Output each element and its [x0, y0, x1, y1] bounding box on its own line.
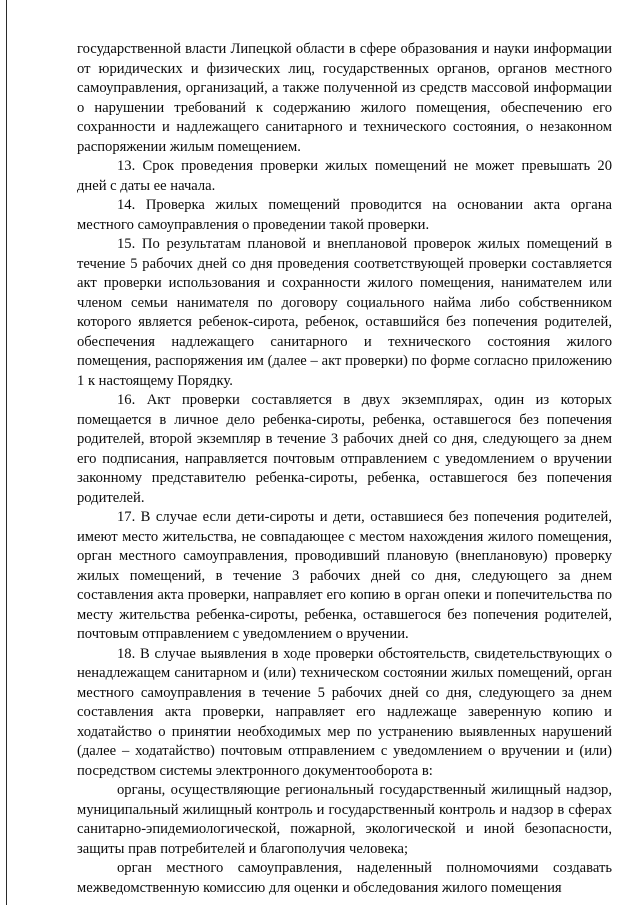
paragraph-continuation: государственной власти Липецкой области в сфере образования и науки информации от юридических и физических лиц, государственных органов, органов местного самоуправления, организаций, а также полученной из средств массовой информации о нарушении требований к содержанию жилого помещения, обеспечению его сохранности и надлежащего санитарного и технического состояния, о незаконном распоряжении жилым помещением.: [77, 41, 612, 155]
list-item-local-authority: орган местного самоуправления, наделенный полномочиями создавать межведомственную комиссию для оценки и обследования жилого помещения: [77, 860, 612, 896]
document-page: [77, 40, 612, 898]
page-edge-line: [6, 0, 7, 905]
paragraph-13: 13. Срок проведения проверки жилых помещений не может превышать 20 дней с даты ее начала.: [77, 158, 612, 194]
paragraph-16: 16. Акт проверки составляется в двух экземплярах, один из которых помещается в личное дело ребенка-сироты, ребенка, оставшегося без попечения родителей, второй экземпляр в течение 3 рабочих дней со дня, следующего за днем его подписания, направляется почтовым отправлением с уведомлением о вручении законному представителю ребенка-сироты, ребенка, оставшегося без попечения родителей.: [77, 392, 612, 506]
paragraph-17: 17. В случае если дети-сироты и дети, оставшиеся без попечения родителей, имеют место жительства, не совпадающее с местом нахождения жилого помещения, орган местного самоуправления, проводивший плановую (внеплановую) проверку жилых помещений, в течение 3 рабочих дней со дня, следующего за днем составления акта проверки, направляет его копию в орган опеки и попечительства по месту жительства ребенка-сироты, ребенка, оставшегося без попечения родителей, почтовым отправлением с уведомлением о вручении.: [77, 509, 612, 642]
paragraph-15: 15. По результатам плановой и внеплановой проверок жилых помещений в течение 5 рабочих дней со дня проведения соответствующей проверки составляется акт проверки использования и сохранности жилого помещения, нанимателем или членом семьи нанимателя по договору социального найма либо собственником которого является ребенок-сирота, ребенок, оставшийся без попечения родителей, обеспечения надлежащего санитарного и технического состояния жилого помещения, распоряжения им (далее – акт проверки) по форме согласно приложению 1 к настоящему Порядку.: [77, 236, 612, 389]
paragraph-18: 18. В случае выявления в ходе проверки обстоятельств, свидетельствующих о ненадлежащем санитарном и (или) техническом состоянии жилых помещений, орган местного самоуправления в течение 5 рабочих дней со дня, следующего за днем составления акта проверки, направляет его надлежаще заверенную копию и ходатайство о принятии необходимых мер по устранению выявленных нарушений (далее – ходатайство) почтовым отправлением с уведомлением о вручении и (или) посредством системы электронного документооборота в:: [77, 645, 612, 779]
paragraph-14: 14. Проверка жилых помещений проводится на основании акта органа местного самоуправления о проведении такой проверки.: [77, 197, 612, 233]
list-item-supervisory-bodies: органы, осуществляющие региональный государственный жилищный надзор, муниципальный жилищный контроль и государственный контроль и надзор в сферах санитарно-эпидемиологической, пожарной, экологической и иной безопасности, защиты прав потребителей и благополучия человека;: [77, 782, 612, 857]
